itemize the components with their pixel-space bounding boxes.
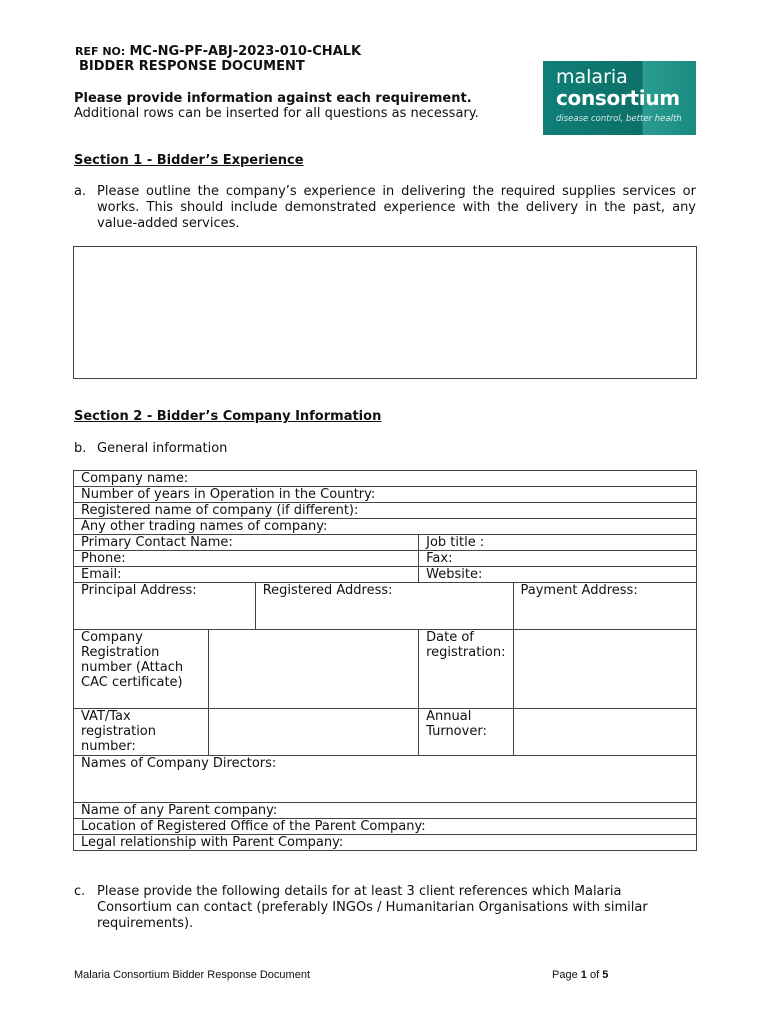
cell-date-registration-label: Date of registration: — [419, 630, 513, 709]
row-registered-name[interactable]: Registered name of company (if different): — [74, 503, 697, 519]
cell-job-title[interactable]: Job title : — [419, 535, 697, 551]
cell-phone[interactable]: Phone: — [74, 551, 419, 567]
row-parent-relationship[interactable]: Legal relationship with Parent Company: — [74, 835, 697, 851]
cell-registered-address[interactable]: Registered Address: — [255, 583, 513, 630]
reference-number — [75, 44, 361, 59]
question-c-text: Please provide the following details for at least 3 client references which Malaria Consortium can contact (preferably INGOs / Humanitarian Organisations with similar requirements). — [97, 884, 648, 931]
section2-heading: Section 2 - Bidder’s Company Information — [74, 409, 382, 424]
cell-website[interactable]: Website: — [419, 567, 697, 583]
cell-primary-contact[interactable]: Primary Contact Name: — [74, 535, 419, 551]
document-title: BIDDER RESPONSE DOCUMENT — [79, 59, 305, 74]
row-years-in-operation[interactable]: Number of years in Operation in the Country: — [74, 487, 697, 503]
question-c — [74, 884, 696, 932]
page-of: of — [589, 969, 600, 981]
cell-email[interactable]: Email: — [74, 567, 419, 583]
instruction-bold: Please provide information against each requirement. — [74, 91, 472, 106]
row-parent-company[interactable]: Name of any Parent company: — [74, 803, 697, 819]
cell-vat-value[interactable] — [208, 709, 418, 756]
ref-value: MC-NG-PF-ABJ-2023-010-CHALK — [129, 44, 362, 59]
cell-payment-address[interactable]: Payment Address: — [513, 583, 696, 630]
footer-document-name: Malaria Consortium Bidder Response Document — [74, 969, 310, 981]
question-b-label: General information — [97, 441, 228, 456]
section1-heading: Section 1 - Bidder’s Experience — [74, 153, 304, 168]
cell-turnover-label: Annual Turnover: — [419, 709, 513, 756]
malaria-consortium-logo — [543, 61, 696, 135]
cell-turnover-value[interactable] — [513, 709, 696, 756]
logo-line1: malaria — [556, 66, 628, 88]
cell-company-registration-label: Company Registration number (Attach CAC certificate) — [74, 630, 209, 709]
cell-principal-address[interactable]: Principal Address: — [74, 583, 256, 630]
question-b-marker: b. — [74, 441, 87, 456]
row-company-directors[interactable]: Names of Company Directors: — [74, 756, 697, 803]
cell-vat-label: VAT/Tax registration number: — [74, 709, 209, 756]
question-a-text: Please outline the company’s experience in delivering the required supplies services or works. This should include demonstrated experience with the delivery in the past, any value-added services. — [97, 184, 696, 231]
logo-tagline: disease control, better health — [556, 114, 682, 124]
cell-fax[interactable]: Fax: — [419, 551, 697, 567]
question-b — [74, 441, 227, 456]
general-information-table — [73, 470, 697, 851]
row-parent-office[interactable]: Location of Registered Office of the Parent Company: — [74, 819, 697, 835]
row-company-name[interactable]: Company name: — [74, 471, 697, 487]
logo-line2: consortium — [556, 86, 680, 110]
question-a — [74, 184, 696, 232]
row-trading-names[interactable]: Any other trading names of company: — [74, 519, 697, 535]
question-c-marker: c. — [74, 884, 86, 899]
ref-label: REF NO: — [75, 45, 126, 58]
instruction-text: Additional rows can be inserted for all questions as necessary. — [74, 106, 479, 121]
cell-date-registration-value[interactable] — [513, 630, 696, 709]
question-a-marker: a. — [74, 184, 87, 199]
page-prefix: Page — [552, 969, 578, 981]
cell-company-registration-value[interactable] — [208, 630, 418, 709]
experience-response-box[interactable] — [73, 246, 697, 379]
page-total: 5 — [602, 969, 609, 981]
footer-page-number — [552, 969, 608, 981]
page-current: 1 — [580, 969, 587, 981]
